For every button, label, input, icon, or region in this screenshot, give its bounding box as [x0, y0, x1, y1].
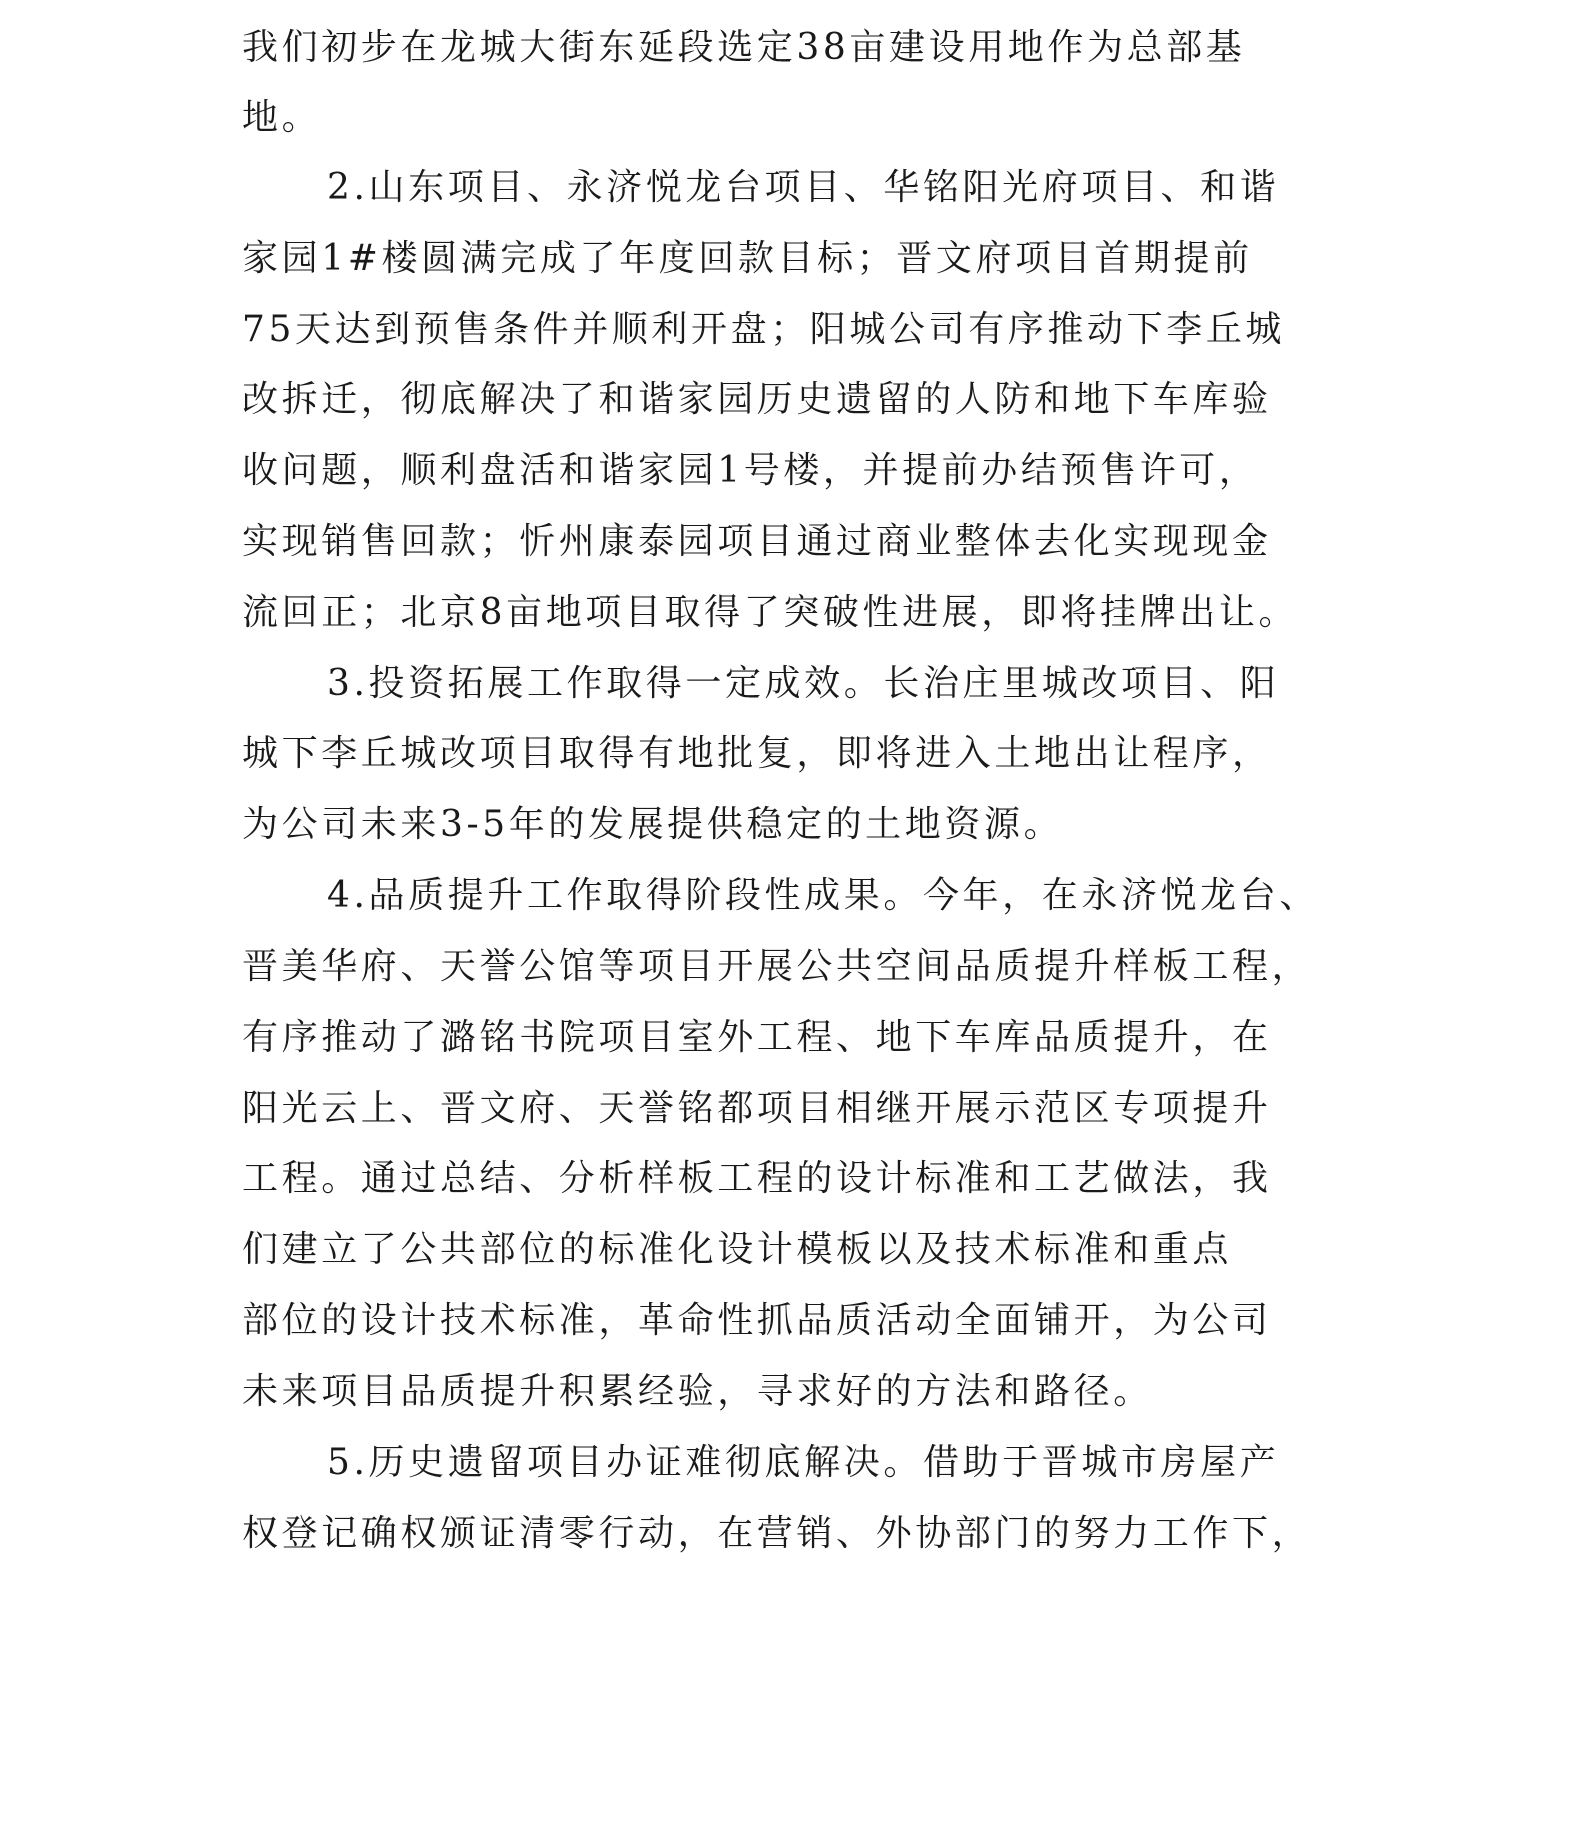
text-line: 实现销售回款；忻州康泰园项目通过商业整体去化实现现金: [242, 521, 1272, 562]
text-line: 改拆迁，彻底解决了和谐家园历史遗留的人防和地下车库验: [242, 379, 1272, 420]
text-line: 为公司未来3-5年的发展提供稳定的土地资源。: [242, 804, 1064, 845]
text-line: 阳光云上、晋文府、天誉铭都项目相继开展示范区专项提升: [242, 1088, 1272, 1129]
paragraph-start-line: 3.投资拓展工作取得一定成效。长治庄里城改项目、阳: [327, 663, 1280, 704]
text-line: 地。: [242, 97, 322, 138]
text-line: 部位的设计技术标准，革命性抓品质活动全面铺开，为公司: [242, 1300, 1272, 1341]
paragraph-start-line: 4.品质提升工作取得阶段性成果。今年，在永济悦龙台、: [327, 875, 1319, 916]
text-line: 我们初步在龙城大街东延段选定38亩建设用地作为总部基: [242, 27, 1246, 68]
paragraph-start-line: 5.历史遗留项目办证难彻底解决。借助于晋城市房屋产: [327, 1442, 1280, 1483]
text-line: 城下李丘城改项目取得有地批复，即将进入土地出让程序，: [242, 733, 1272, 774]
text-line: 流回正；北京8亩地项目取得了突破性进展，即将挂牌出让。: [242, 592, 1299, 633]
text-line: 家园1#楼圆满完成了年度回款目标；晋文府项目首期提前: [242, 238, 1253, 279]
text-line: 75天达到预售条件并顺利开盘；阳城公司有序推动下李丘城: [242, 309, 1286, 350]
text-line: 们建立了公共部位的标准化设计模板以及技术标准和重点: [242, 1229, 1233, 1270]
text-line: 晋美华府、天誉公馆等项目开展公共空间品质提升样板工程，: [242, 946, 1312, 987]
paragraph-start-line: 2.山东项目、永济悦龙台项目、华铭阳光府项目、和谐: [327, 167, 1280, 208]
text-line: 有序推动了潞铭书院项目室外工程、地下车库品质提升，在: [242, 1017, 1272, 1058]
text-line: 权登记确权颁证清零行动，在营销、外协部门的努力工作下，: [242, 1513, 1312, 1554]
text-line: 未来项目品质提升积累经验，寻求好的方法和路径。: [242, 1371, 1153, 1412]
text-line: 收问题，顺利盘活和谐家园1号楼，并提前办结预售许可，: [242, 450, 1259, 491]
text-line: 工程。通过总结、分析样板工程的设计标准和工艺做法，我: [242, 1158, 1272, 1199]
